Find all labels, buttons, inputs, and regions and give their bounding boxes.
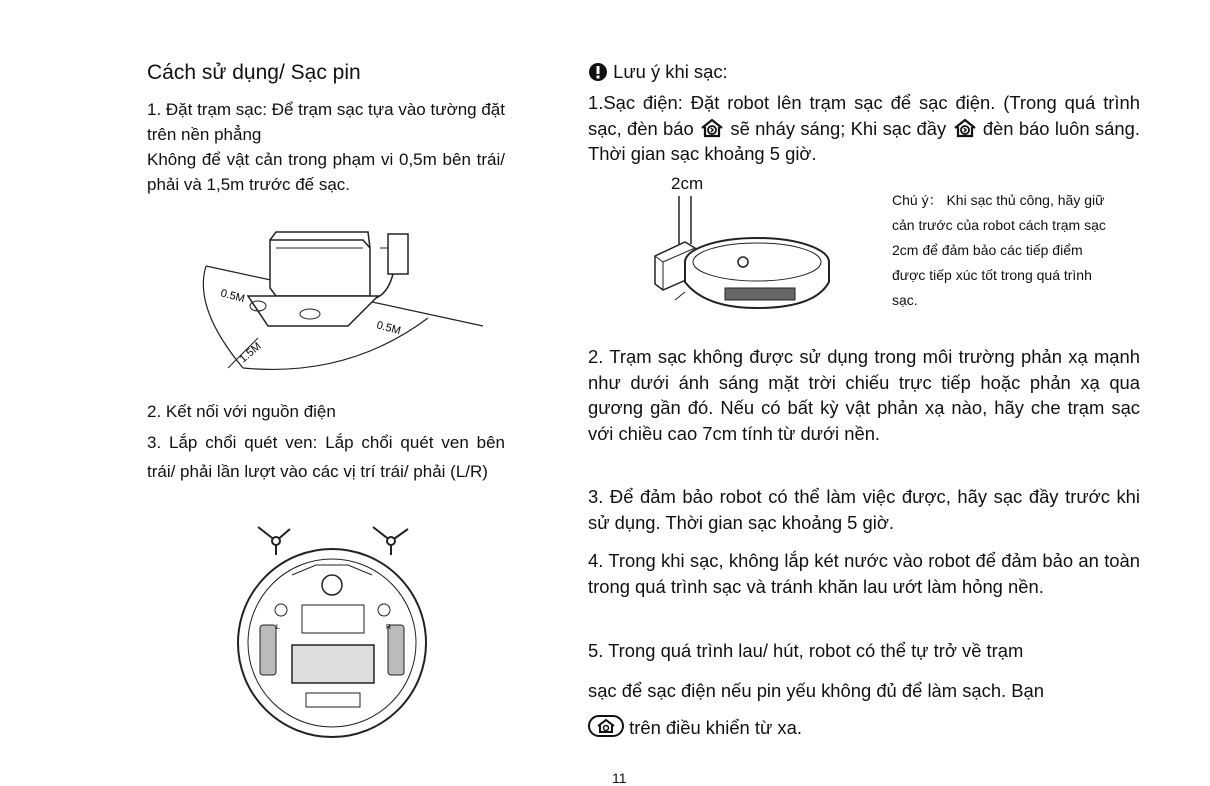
note-heading-text: Lưu ý khi sạc: xyxy=(613,61,728,82)
item-1-part-1: 1.Sạc điện: Đặt robot lên trạm sạc để sạc điện. (Trong quá trình sạc, đèn báo xyxy=(588,92,1140,139)
robot-docking-illustration xyxy=(645,196,835,316)
manual-charging-tip: Chú ý： Khi sạc thủ công, hãy giữ cản trước của robot cách trạm sạc 2cm để đảm bảo các tiếp điểm được tiếp xúc tốt trong quá trình sạc. xyxy=(892,192,1106,308)
charging-home-icon xyxy=(952,117,978,139)
dock-distance-label-front: 1.5M xyxy=(237,340,264,366)
charging-item-2: 2. Trạm sạc không được sử dụng trong môi trường phản xạ mạnh như dưới ánh sáng mặt trời chiếu trực tiếp hoặc phản xạ qua gương gần đó. Nếu có bất kỳ vật phản xạ nào, hãy che trạm sạc với chiều cao 7cm tính từ dưới nền. xyxy=(588,346,1140,444)
step-1-line-2: Không để vật cản trong phạm vi 0,5m bên trái/ phải và 1,5m trước đế sạc. xyxy=(147,150,505,194)
item-5-line-3-text: trên điều khiển từ xa. xyxy=(629,717,802,738)
dock-distance-label-left: 0.5M xyxy=(219,287,246,306)
step-1-line-1: 1. Đặt trạm sạc: Để trạm sạc tựa vào tường đặt trên nền phẳng xyxy=(147,100,505,144)
charging-item-3: 3. Để đảm bảo robot có thể làm việc được, hãy sạc đầy trước khi sử dụng. Thời gian sạc khoảng 5 giờ. xyxy=(588,486,1140,533)
step-3-text: 3. Lắp chổi quét ven: Lắp chổi quét ven bên trái/ phải lần lượt vào các vị trí trái/ phải (L/R) xyxy=(147,433,505,481)
page-number: 11 xyxy=(612,770,627,786)
charging-item-5-line-3 xyxy=(588,714,1140,741)
charging-home-icon xyxy=(699,117,725,139)
warning-icon xyxy=(588,62,608,82)
item-1-part-2: sẽ nháy sáng; Khi sạc đầy xyxy=(730,117,947,139)
robot-left-label: L xyxy=(276,624,280,631)
step-2-text: 2. Kết nối với nguồn điện xyxy=(147,402,336,421)
dock-distance-label-right: 0.5M xyxy=(375,319,402,338)
charging-notes-heading xyxy=(588,61,728,83)
section-heading: Cách sử dụng/ Sạc pin xyxy=(147,61,361,84)
item-5-line-2: sạc để sạc điện nếu pin yếu không đủ để làm sạch. Bạn xyxy=(588,680,1044,701)
dock-placement-illustration xyxy=(188,218,488,378)
charging-item-4: 4. Trong khi sạc, không lắp két nước vào robot để đảm bảo an toàn trong quá trình sạc và tránh khăn lau ướt làm hỏng nền. xyxy=(588,550,1140,597)
distance-label: 2cm xyxy=(671,174,704,193)
robot-right-label: R xyxy=(386,624,392,631)
item-5-line-1: 5. Trong quá trình lau/ hút, robot có thể tự trở về trạm xyxy=(588,640,1024,661)
step-1-text xyxy=(147,97,505,197)
item-1-part-3: đèn báo luôn sáng. Thời gian sạc khoảng 5 giờ. xyxy=(588,117,1140,164)
remote-dock-button-icon xyxy=(588,714,624,738)
robot-underside-illustration xyxy=(236,515,436,745)
charging-item-1 xyxy=(588,90,1140,167)
